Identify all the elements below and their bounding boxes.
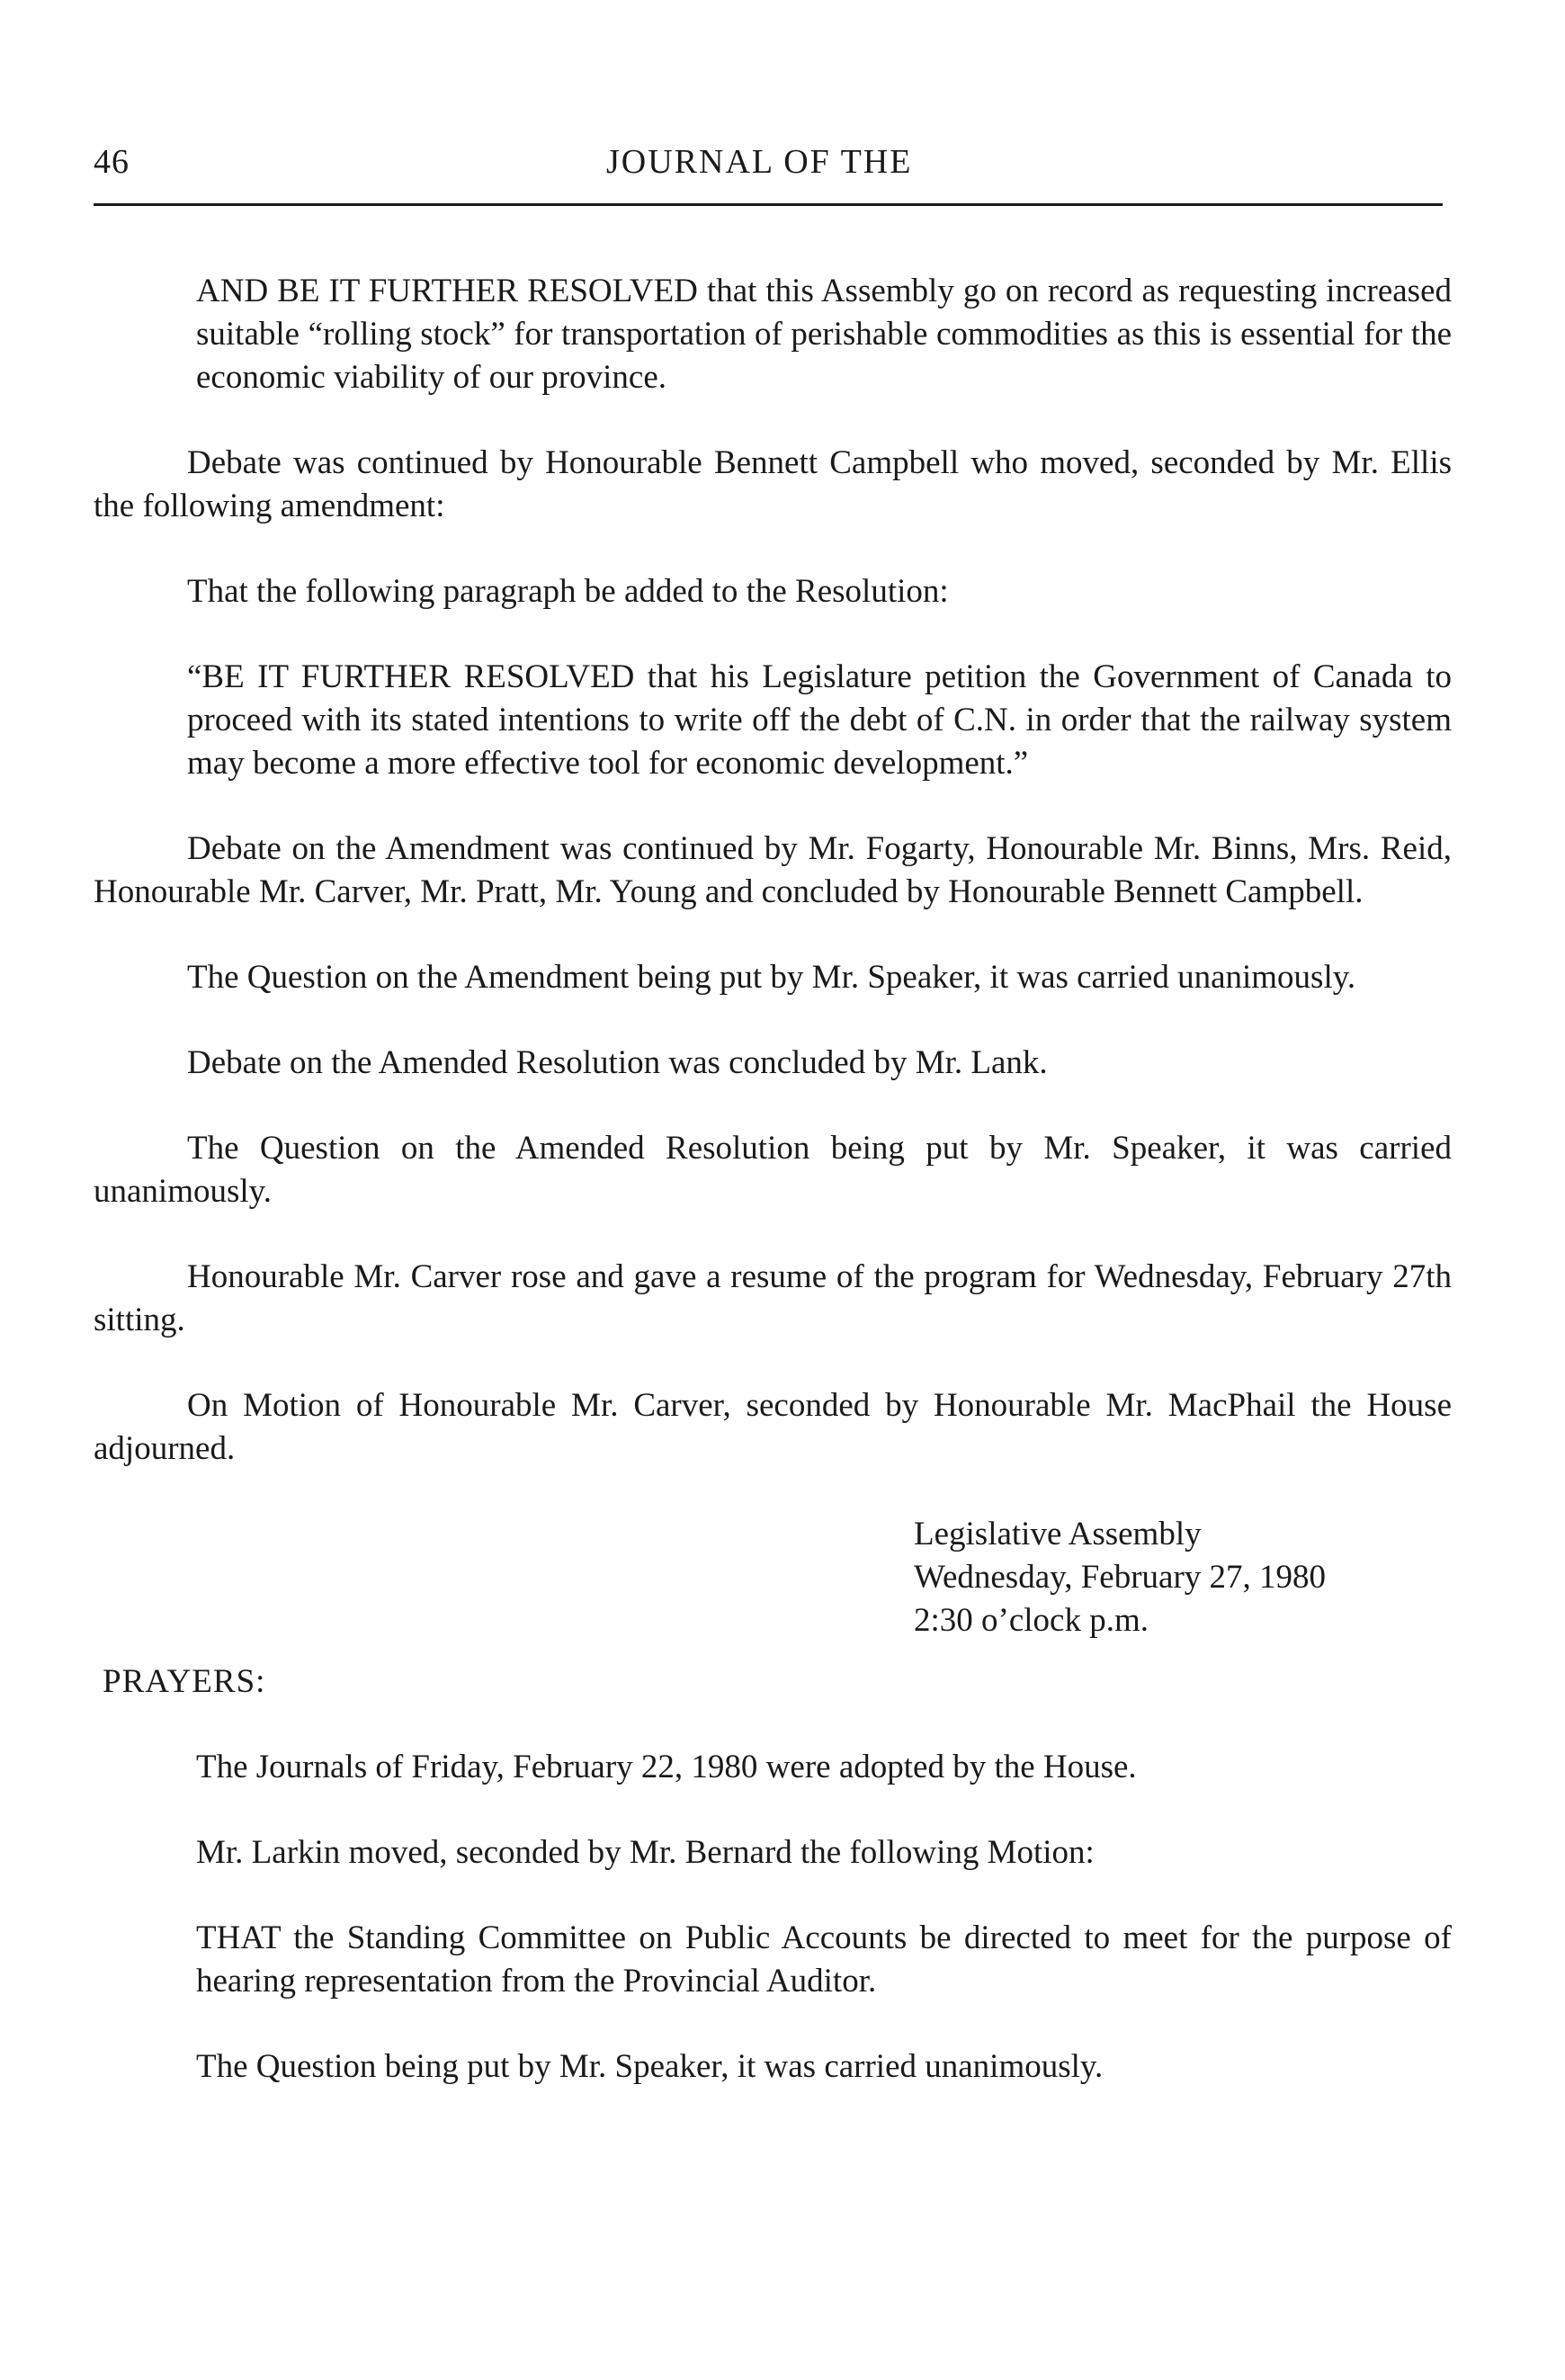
header-rule [94, 203, 1443, 206]
page-header [94, 142, 1443, 196]
adjournment-paragraph: On Motion of Honourable Mr. Carver, seconded by Honourable Mr. MacPhail the House adjourned. [94, 1387, 1452, 1467]
journal-body [94, 270, 1452, 2131]
journals-adopted-paragraph: The Journals of Friday, February 22, 1980 were adopted by the House. [196, 1749, 1137, 1785]
amendment-text: “BE IT FURTHER RESOLVED that his Legislature petition the Government of Canada to proceed with its stated intentions to write off the debt of C.N. in order that the railway system may become a more effective tool for economic development.” [187, 658, 1452, 782]
amendment-debate-paragraph: Debate on the Amendment was continued by Mr. Fogarty, Honourable Mr. Binns, Mrs. Reid, Honourable Mr. Carver, Mr. Pratt, Mr. Young and concluded by Honourable Bennett Campbell. [94, 830, 1452, 910]
session-date: Wednesday, February 27, 1980 [914, 1559, 1327, 1596]
amendment-intro: That the following paragraph be added to the Resolution: [187, 573, 949, 610]
motion-text: THAT the Standing Committee on Public Accounts be directed to meet for the purpose of hearing representation from the Provincial Auditor. [196, 1919, 1452, 2000]
motion-paragraph: Mr. Larkin moved, seconded by Mr. Bernard the following Motion: [196, 1834, 1095, 1871]
session-assembly: Legislative Assembly [914, 1516, 1202, 1552]
running-title: JOURNAL OF THE [606, 143, 913, 181]
debate-paragraph: Debate was continued by Honourable Bennett Campbell who moved, seconded by Mr. Ellis the following amendment: [94, 444, 1452, 524]
session-heading [914, 1513, 1452, 1642]
page-number: 46 [94, 143, 130, 181]
resolution-paragraph: AND BE IT FURTHER RESOLVED that this Assembly go on record as requesting increased suitable “rolling stock” for transportation of perishable commodities as this is essential for the economic viability of our province. [196, 273, 1452, 396]
resolution-debate-paragraph: Debate on the Amended Resolution was concluded by Mr. Lank. [187, 1044, 1048, 1081]
resolution-question-paragraph: The Question on the Amended Resolution being put by Mr. Speaker, it was carried unanimously. [94, 1130, 1452, 1210]
prayers-label: PRAYERS: [103, 1663, 266, 1700]
motion-question-paragraph: The Question being put by Mr. Speaker, it was carried unanimously. [196, 2048, 1104, 2085]
program-paragraph: Honourable Mr. Carver rose and gave a resume of the program for Wednesday, February 27th sitting. [94, 1258, 1452, 1338]
session-time: 2:30 o’clock p.m. [914, 1602, 1149, 1639]
amendment-question-paragraph: The Question on the Amendment being put by Mr. Speaker, it was carried unanimously. [187, 959, 1356, 996]
